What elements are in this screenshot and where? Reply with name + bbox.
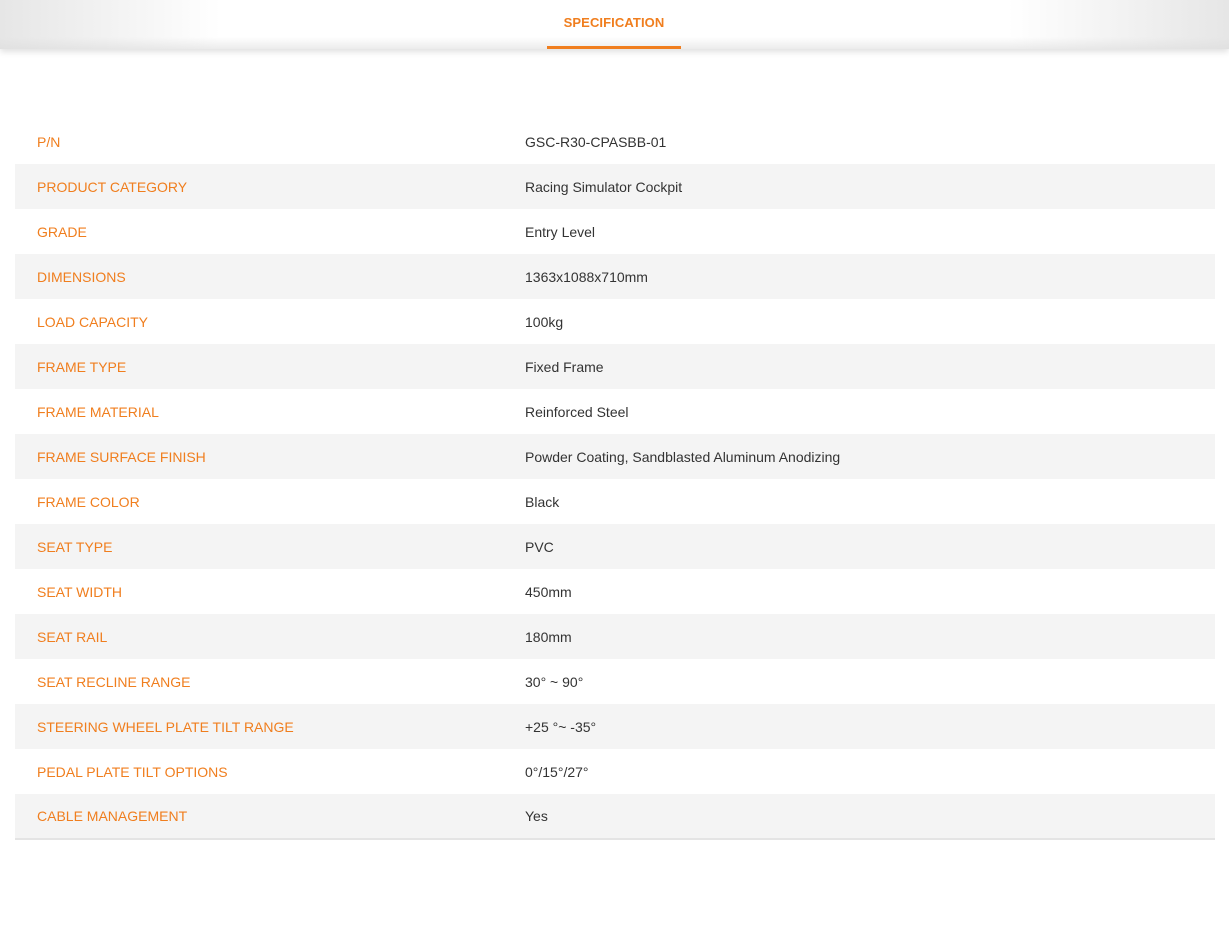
spec-label: STEERING WHEEL PLATE TILT RANGE xyxy=(37,718,294,735)
spec-label: P/N xyxy=(37,133,61,150)
spec-value: Entry Level xyxy=(525,223,596,240)
table-row xyxy=(15,659,1215,704)
spec-label: SEAT RECLINE RANGE xyxy=(37,673,191,690)
spec-label: FRAME MATERIAL xyxy=(37,403,159,420)
tab-bar xyxy=(0,0,1229,49)
spec-label: SEAT TYPE xyxy=(37,538,113,555)
spec-label: PEDAL PLATE TILT OPTIONS xyxy=(37,763,228,780)
table-row xyxy=(15,389,1215,434)
table-row xyxy=(15,614,1215,659)
spec-value: Black xyxy=(525,493,560,510)
spec-label: SEAT WIDTH xyxy=(37,583,123,600)
table-row xyxy=(15,209,1215,254)
table-row xyxy=(15,704,1215,749)
spec-label: CABLE MANAGEMENT xyxy=(37,808,188,824)
table-row xyxy=(15,434,1215,479)
spec-label: GRADE xyxy=(37,223,87,240)
table-row xyxy=(15,479,1215,524)
spec-label: FRAME TYPE xyxy=(37,358,127,375)
table-row xyxy=(15,164,1215,209)
table-row xyxy=(15,524,1215,569)
table-row xyxy=(15,299,1215,344)
spec-value: 1363x1088x710mm xyxy=(525,268,648,285)
spec-value: 0°/15°/27° xyxy=(525,763,589,780)
tab-specification-label: SPECIFICATION xyxy=(563,14,665,30)
spec-value: +25 °~ -35° xyxy=(525,718,597,735)
spec-label: DIMENSIONS xyxy=(37,268,126,285)
spec-value: Reinforced Steel xyxy=(525,403,629,420)
spec-label: LOAD CAPACITY xyxy=(37,313,148,330)
spec-label: FRAME SURFACE FINISH xyxy=(37,448,206,465)
spec-value: GSC-R30-CPASBB-01 xyxy=(525,133,667,150)
table-row xyxy=(15,119,1215,164)
spec-value: Racing Simulator Cockpit xyxy=(525,178,683,195)
tab-specification[interactable] xyxy=(547,0,681,49)
spec-label: FRAME COLOR xyxy=(37,493,140,510)
table-row xyxy=(15,749,1215,794)
table-row xyxy=(15,344,1215,389)
table-row xyxy=(15,794,1215,839)
spec-value: Fixed Frame xyxy=(525,358,604,375)
table-row xyxy=(15,254,1215,299)
spec-value: 30° ~ 90° xyxy=(525,673,584,690)
spec-value: Yes xyxy=(525,808,548,824)
spec-label: SEAT RAIL xyxy=(37,628,108,645)
spec-value: PVC xyxy=(525,538,554,555)
specification-table xyxy=(15,119,1215,840)
spec-value: 100kg xyxy=(525,313,564,330)
spec-label: PRODUCT CATEGORY xyxy=(37,178,188,195)
spec-value: 180mm xyxy=(525,628,572,645)
spec-value: Powder Coating, Sandblasted Aluminum Anodizing xyxy=(525,448,841,465)
spec-value: 450mm xyxy=(525,583,572,600)
table-row xyxy=(15,569,1215,614)
